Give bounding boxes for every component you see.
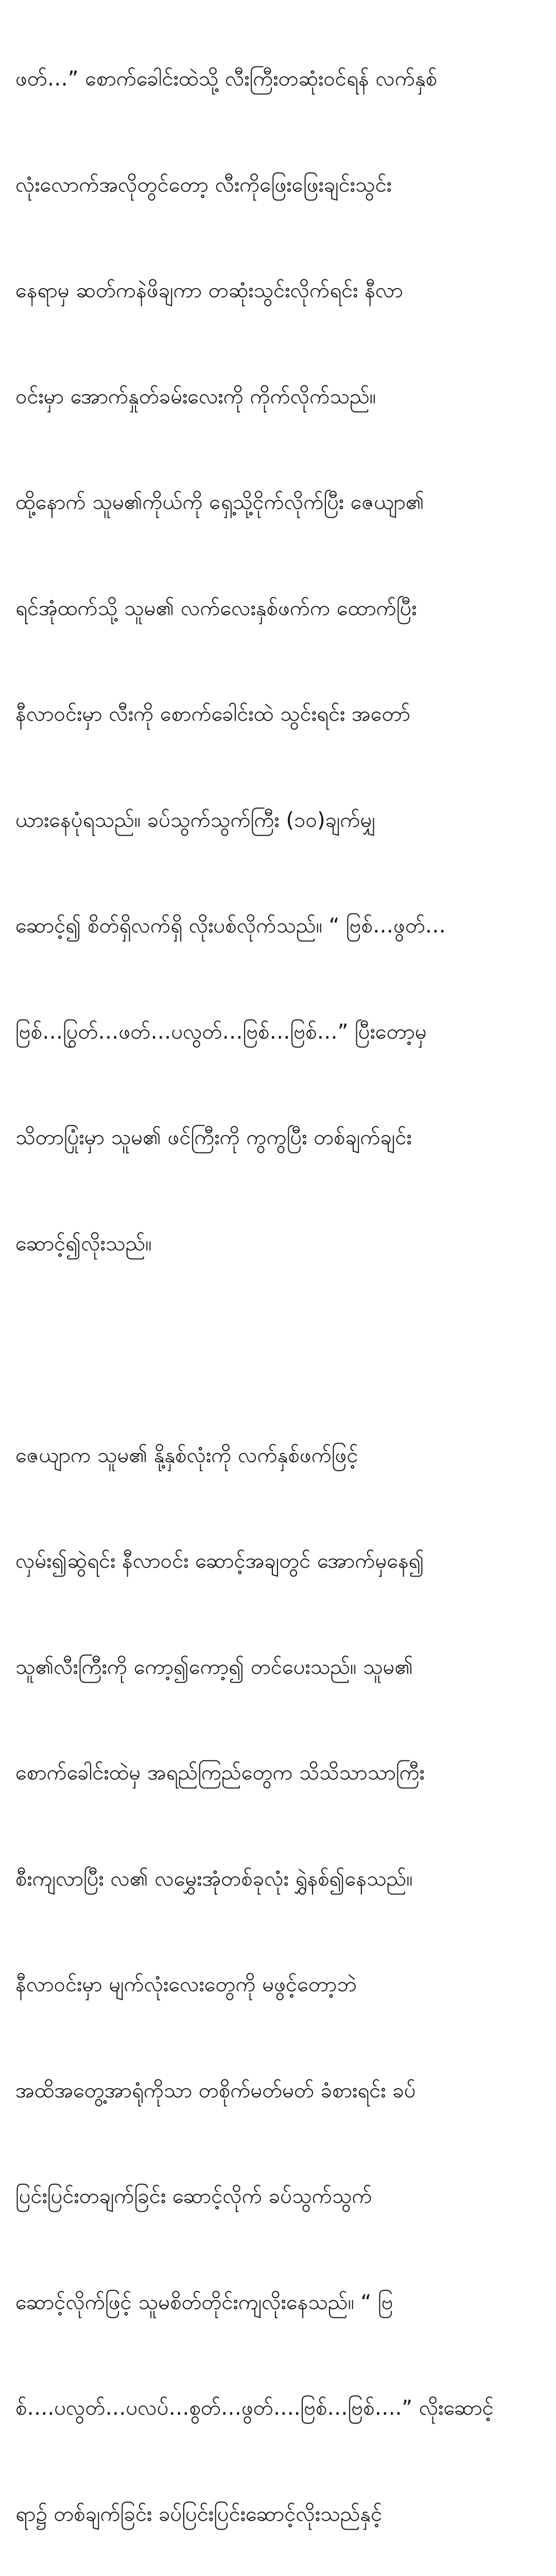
text-line: စ်….ပလွတ်…ပလပ်…စွတ်…ဖွတ်….ဗြစ်…ဗြစ်….” လိုးဆောင့် — [15, 2391, 541, 2426]
text-line: ဇေယျာက သူမ၏ နို့နှစ်လုံးကို လက်နှစ်ဖက်ဖြင့် — [15, 1438, 541, 1473]
text-line: အထိအတွေ့အာရုံကိုသာ တစိုက်မတ်မတ် ခံစားရင်း ခပ် — [15, 2073, 541, 2109]
paragraph-1 — [15, 0, 541, 1332]
text-line: သူ၏လီးကြီးကို ကော့၍ကော့၍ တင်ပေးသည်။ သူမ၏ — [15, 1650, 541, 1685]
text-line: စောက်ခေါင်းထဲမှ အရည်ကြည်တွေက သိသိသာသာကြီး — [15, 1755, 541, 1791]
text-line: ရင်အုံထက်သို့ သူမ၏ လက်လေးနှစ်ဖက်က ထောက်ပြီး — [15, 591, 541, 626]
text-line: ဆောင့်၍ စိတ်ရှိလက်ရှိ လိုးပစ်လိုက်သည်။ “ ဗြစ်…ဖွတ်… — [15, 908, 541, 944]
text-line: ဆောင့်လိုက်ဖြင့် သူမစိတ်တိုင်းကျလိုးနေသည်။ “ ဗြ — [15, 2285, 541, 2320]
text-line: နေရာမှ ဆတ်ကနဲဖိချကာ တဆုံးသွင်းလိုက်ရင်း နီလာ — [15, 273, 541, 309]
text-line: ပြင်းပြင်းတချက်ခြင်း ဆောင့်လိုက် ခပ်သွက်သွက် — [15, 2179, 541, 2214]
text-line: ဖတ်…” စောက်ခေါင်းထဲသို့ လီးကြီးတဆုံးဝင်ရန် လက်နှစ် — [15, 61, 541, 97]
text-line: ထို့နောက် သူမ၏ကိုယ်ကို ရှေ့သို့ငိုက်လိုက်ပြီး ဇေယျာ၏ — [15, 485, 541, 520]
text-line: ရာ၌ တစ်ချက်ခြင်း ခပ်ပြင်းပြင်းဆောင့်လိုးသည်နှင့် — [15, 2497, 541, 2532]
text-line: ဗြစ်…ပြွတ်…ဖတ်…ပလွတ်…ဗြစ်…ဗြစ်…” ပြီးတော့မှ — [15, 1014, 541, 1050]
text-line: သိတာပြုံးမှာ သူမ၏ ဖင်ကြီးကို ကွကွပြီး တစ်ချက်ချင်း — [15, 1120, 541, 1156]
article-body — [15, 0, 541, 2576]
text-line: လုံးလောက်အလိုတွင်တော့ လီးကိုဖြေးဖြေးချင်းသွင်း — [15, 167, 541, 203]
text-line: ဆောင့်၍လိုးသည်။ — [15, 1226, 541, 1262]
text-line: နီလာဝင်းမှာ မျက်လုံးလေးတွေကို မဖွင့်တော့ဘဲ — [15, 1967, 541, 2003]
paragraph-2 — [15, 1367, 541, 2576]
text-line: ယားနေပုံရသည်။ ခပ်သွက်သွက်ကြီး (၁၀)ချက်မျှ — [15, 803, 541, 838]
text-line: စီးကျလာပြီး လ၏ လမွှေးအုံတစ်ခုလုံး ရွှဲနစ်၍နေသည်။ — [15, 1861, 541, 1897]
text-line: ဝင်းမှာ အောက်နှုတ်ခမ်းလေးကို ကိုက်လိုက်သည်။ — [15, 379, 541, 415]
paragraph-spacer — [15, 1332, 541, 1367]
article-page — [0, 0, 556, 1189]
text-line: လှမ်း၍ဆွဲရင်း နီလာဝင်း ဆောင့်အချတွင် အောက်မှနေ၍ — [15, 1544, 541, 1579]
text-line: နီလာဝင်းမှာ လီးကို စောက်ခေါင်းထဲ သွင်းရင်း အတော် — [15, 697, 541, 732]
